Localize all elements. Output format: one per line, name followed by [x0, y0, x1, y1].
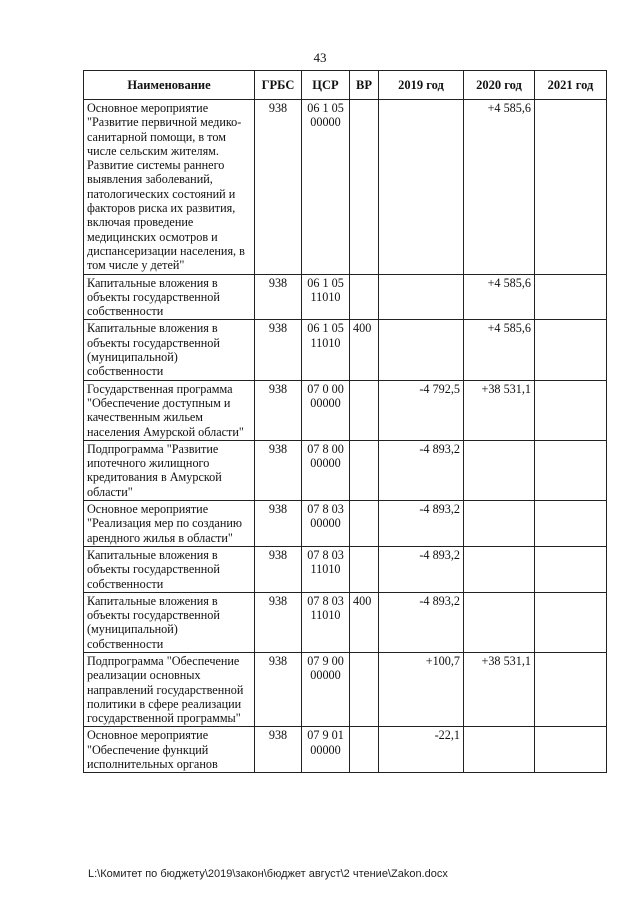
- cell-2020: [464, 727, 535, 773]
- col-header-2020: 2020 год: [464, 71, 535, 100]
- cell-grbs: 938: [255, 727, 302, 773]
- table-row: [84, 100, 607, 275]
- cell-2021: [535, 320, 607, 380]
- table-row: [84, 380, 607, 440]
- col-header-vr: ВР: [350, 71, 379, 100]
- cell-grbs: 938: [255, 592, 302, 652]
- cell-vr: [350, 546, 379, 592]
- cell-2021: [535, 501, 607, 547]
- cell-2019: -4 893,2: [379, 501, 464, 547]
- cell-2021: [535, 727, 607, 773]
- cell-csr: 07 9 00 00000: [302, 652, 350, 726]
- cell-vr: [350, 100, 379, 275]
- cell-csr: 07 8 00 00000: [302, 440, 350, 500]
- cell-grbs: 938: [255, 652, 302, 726]
- cell-2020: +4 585,6: [464, 320, 535, 380]
- cell-name: Капитальные вложения в объекты государственной собственности: [84, 546, 255, 592]
- cell-grbs: 938: [255, 501, 302, 547]
- cell-2019: -22,1: [379, 727, 464, 773]
- table-row: [84, 592, 607, 652]
- cell-csr: 06 1 05 11010: [302, 320, 350, 380]
- cell-name: Капитальные вложения в объекты государственной (муниципальной) собственности: [84, 592, 255, 652]
- table-row: [84, 274, 607, 320]
- cell-name: Основное мероприятие "Реализация мер по созданию арендного жилья в области": [84, 501, 255, 547]
- cell-2019: -4 893,2: [379, 592, 464, 652]
- table-row: [84, 727, 607, 773]
- cell-2021: [535, 440, 607, 500]
- cell-2020: [464, 546, 535, 592]
- cell-vr: 400: [350, 320, 379, 380]
- cell-grbs: 938: [255, 320, 302, 380]
- cell-2020: [464, 440, 535, 500]
- cell-2021: [535, 652, 607, 726]
- cell-2021: [535, 274, 607, 320]
- cell-name: Подпрограмма "Обеспечение реализации основных направлений государственной политики в сфере реализации государственной программы": [84, 652, 255, 726]
- table-row: [84, 440, 607, 500]
- col-header-csr: ЦСР: [302, 71, 350, 100]
- cell-csr: 06 1 05 00000: [302, 100, 350, 275]
- cell-2019: [379, 100, 464, 275]
- cell-2019: -4 893,2: [379, 440, 464, 500]
- cell-vr: [350, 501, 379, 547]
- cell-csr: 07 0 00 00000: [302, 380, 350, 440]
- cell-vr: [350, 440, 379, 500]
- budget-table: [83, 70, 607, 773]
- cell-grbs: 938: [255, 546, 302, 592]
- table-header-row: [84, 71, 607, 100]
- cell-csr: 06 1 05 11010: [302, 274, 350, 320]
- cell-2020: +38 531,1: [464, 652, 535, 726]
- cell-csr: 07 9 01 00000: [302, 727, 350, 773]
- cell-grbs: 938: [255, 440, 302, 500]
- cell-2021: [535, 100, 607, 275]
- cell-name: Капитальные вложения в объекты государственной собственности: [84, 274, 255, 320]
- cell-2021: [535, 380, 607, 440]
- table-row: [84, 546, 607, 592]
- cell-2019: [379, 274, 464, 320]
- col-header-grbs: ГРБС: [255, 71, 302, 100]
- page-number: 43: [313, 50, 327, 65]
- cell-2019: -4 792,5: [379, 380, 464, 440]
- cell-csr: 07 8 03 11010: [302, 546, 350, 592]
- cell-2019: -4 893,2: [379, 546, 464, 592]
- cell-vr: [350, 652, 379, 726]
- cell-vr: 400: [350, 592, 379, 652]
- cell-grbs: 938: [255, 100, 302, 275]
- table-row: [84, 501, 607, 547]
- col-header-2021: 2021 год: [535, 71, 607, 100]
- cell-name: Государственная программа "Обеспечение доступным и качественным жильем населения Амурской области": [84, 380, 255, 440]
- table-row: [84, 652, 607, 726]
- cell-2020: +4 585,6: [464, 274, 535, 320]
- col-header-name: Наименование: [84, 71, 255, 100]
- file-path-footer: L:\Комитет по бюджету\2019\закон\бюджет август\2 чтение\Zakon.docx: [88, 868, 448, 880]
- cell-2020: +4 585,6: [464, 100, 535, 275]
- cell-2019: [379, 320, 464, 380]
- cell-2021: [535, 592, 607, 652]
- col-header-2019: 2019 год: [379, 71, 464, 100]
- cell-name: Подпрограмма "Развитие ипотечного жилищного кредитования в Амурской области": [84, 440, 255, 500]
- cell-2021: [535, 546, 607, 592]
- cell-grbs: 938: [255, 274, 302, 320]
- cell-name: Основное мероприятие "Развитие первичной медико-санитарной помощи, в том числе сельским жителям. Развитие системы раннего выявления заболеваний, патологических состояний и факторов риска их развития, включая проведение медицинских осмотров и диспансеризации населения, в том числе у детей": [84, 100, 255, 275]
- cell-2019: +100,7: [379, 652, 464, 726]
- cell-vr: [350, 274, 379, 320]
- cell-name: Капитальные вложения в объекты государственной (муниципальной) собственности: [84, 320, 255, 380]
- cell-csr: 07 8 03 11010: [302, 592, 350, 652]
- cell-name: Основное мероприятие "Обеспечение функций исполнительных органов: [84, 727, 255, 773]
- cell-2020: [464, 501, 535, 547]
- cell-2020: [464, 592, 535, 652]
- cell-vr: [350, 727, 379, 773]
- table-row: [84, 320, 607, 380]
- cell-2020: +38 531,1: [464, 380, 535, 440]
- cell-grbs: 938: [255, 380, 302, 440]
- cell-csr: 07 8 03 00000: [302, 501, 350, 547]
- cell-vr: [350, 380, 379, 440]
